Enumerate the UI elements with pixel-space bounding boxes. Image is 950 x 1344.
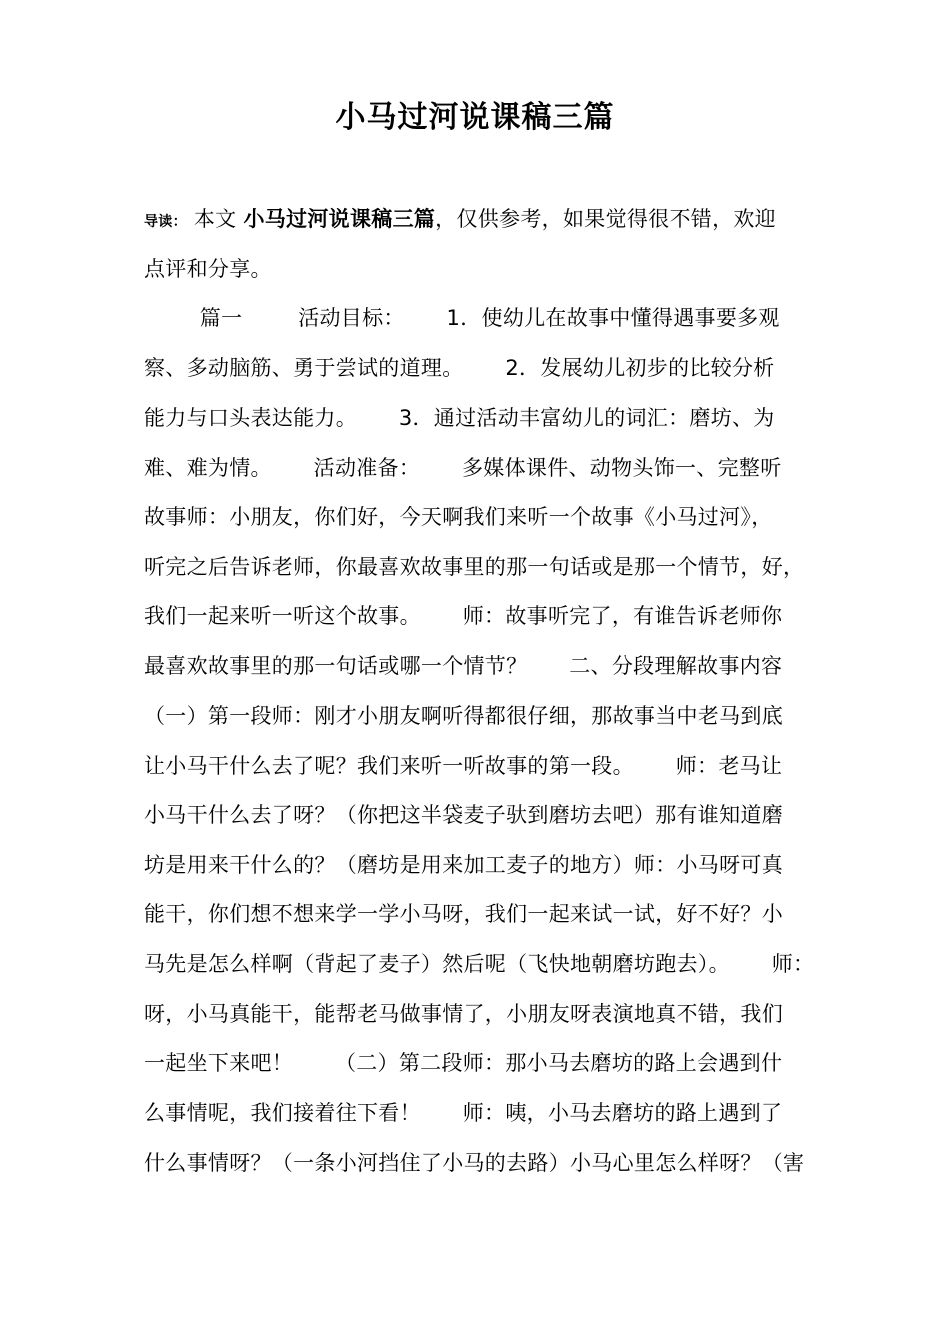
body-line: 坊是用来干什么的？（磨坊是用来加工麦子的地方）师：小马呀可真: [144, 853, 783, 877]
body-line: 察、多动脑筋、勇于尝试的道理。 2．发展幼儿初步的比较分析: [144, 356, 775, 380]
intro-line-1: [144, 202, 776, 236]
intro-title: 小马过河说课稿三篇: [243, 207, 436, 231]
body-line: 一起坐下来吧！ （二）第二段师：那小马去磨坊的路上会遇到什: [144, 1051, 783, 1075]
body-line: 么事情呢，我们接着往下看！ 师：咦，小马去磨坊的路上遇到了: [144, 1101, 783, 1125]
body-line: （一）第一段师：刚才小朋友啊听得都很仔细，那故事当中老马到底: [144, 704, 783, 728]
document-title: 小马过河说课稿三篇: [335, 100, 615, 135]
body-line: 难、难为情。 活动准备： 多媒体课件、动物头饰一、完整听: [144, 456, 782, 480]
body-line: 什么事情呀？（一条小河挡住了小马的去路）小马心里怎么样呀？（害: [144, 1151, 805, 1175]
body-line: 篇一 活动目标： 1．使幼儿在故事中懂得遇事要多观: [144, 306, 780, 330]
intro-suffix: ，仅供参考，如果觉得很不错，欢迎: [435, 207, 776, 231]
body-line: 能干，你们想不想来学一学小马呀，我们一起来试一试，好不好？小: [144, 902, 783, 926]
body-line: 故事师：小朋友，你们好，今天啊我们来听一个故事《小马过河》，: [144, 505, 773, 529]
body-line: 小马干什么去了呀？（你把这半袋麦子驮到磨坊去吧）那有谁知道磨: [144, 803, 783, 827]
body-line: 最喜欢故事里的那一句话或哪一个情节？ 二、分段理解故事内容: [144, 654, 783, 678]
body-line: 马先是怎么样啊（背起了麦子）然后呢（飞快地朝磨坊跑去）。 师：: [144, 952, 815, 976]
body-line: 呀，小马真能干，能帮老马做事情了，小朋友呀表演地真不错，我们: [144, 1002, 783, 1026]
intro-prefix: 本文: [186, 207, 244, 231]
intro-line-2: 点评和分享。: [144, 257, 272, 281]
intro-label: 导读：: [144, 214, 187, 230]
body-line: 让小马干什么去了呢？我们来听一听故事的第一段。 师：老马让: [144, 754, 783, 778]
body-line: 我们一起来听一听这个故事。 师：故事听完了，有谁告诉老师你: [144, 604, 783, 628]
body-line: 听完之后告诉老师，你最喜欢故事里的那一句话或是那一个情节，好，: [144, 555, 805, 579]
body-line: 能力与口头表达能力。 3．通过活动丰富幼儿的词汇：磨坊、为: [144, 406, 775, 430]
